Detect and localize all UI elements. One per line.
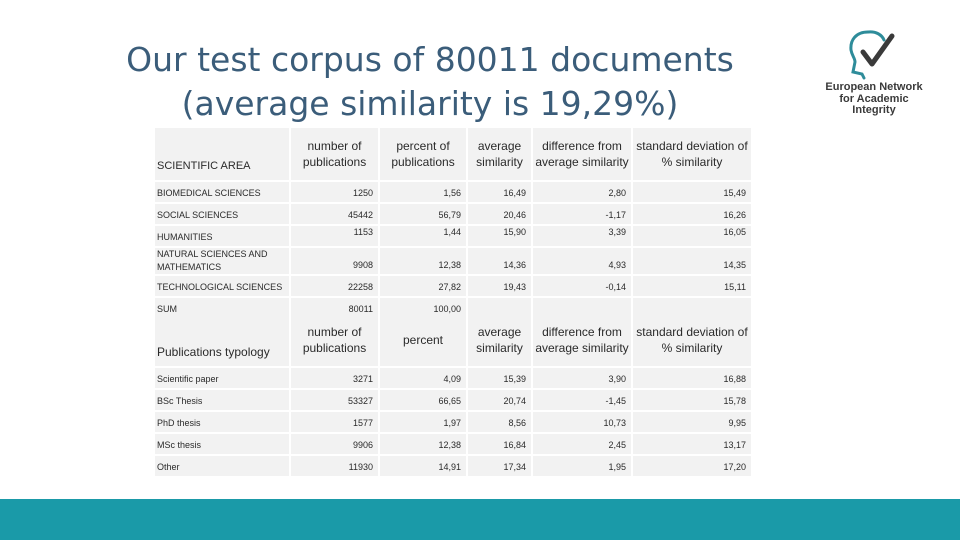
cell-percent: 1,44	[380, 226, 468, 248]
row-label: TECHNOLOGICAL SCIENCES	[155, 276, 291, 298]
cell-difference: 4,93	[533, 248, 633, 276]
cell-std-dev: 15,78	[633, 390, 753, 412]
header-number-publications: number of publications	[291, 128, 380, 182]
cell-std-dev: 15,49	[633, 182, 753, 204]
table-row	[155, 226, 753, 248]
footer-bar	[0, 499, 960, 540]
logo-line-2: for Academic	[839, 92, 909, 105]
table-row	[155, 434, 753, 456]
title-line-2: (average similarity is 19,29%)	[181, 84, 679, 123]
cell-std-dev: 15,11	[633, 276, 753, 298]
table-row	[155, 182, 753, 204]
table-header-row	[155, 314, 753, 368]
table-row	[155, 276, 753, 298]
table-row	[155, 368, 753, 390]
table-row	[155, 456, 753, 478]
row-label: HUMANITIES	[155, 226, 291, 248]
cell-average: 17,34	[468, 456, 533, 478]
cell-percent: 14,91	[380, 456, 468, 478]
cell-percent: 12,38	[380, 248, 468, 276]
cell-difference: -1,17	[533, 204, 633, 226]
cell-std-dev: 16,05	[633, 226, 753, 248]
logo-line-3: Integrity	[852, 104, 896, 116]
header-difference: difference from average similarity	[533, 128, 633, 182]
cell-number: 11930	[291, 456, 380, 478]
title-line-1: Our test corpus of 80011 documents	[126, 40, 734, 79]
cell-difference: -1,45	[533, 390, 633, 412]
scientific-area-table	[155, 128, 753, 320]
cell-average: 14,36	[468, 248, 533, 276]
header-number-publications: number of publications	[291, 314, 380, 368]
header-difference: difference from average similarity	[533, 314, 633, 368]
cell-average: 20,74	[468, 390, 533, 412]
row-label: BIOMEDICAL SCIENCES	[155, 182, 291, 204]
cell-number: 80011	[291, 298, 380, 320]
cell-difference: 3,90	[533, 368, 633, 390]
table-row	[155, 412, 753, 434]
row-label: BSc Thesis	[155, 390, 291, 412]
slide-title	[90, 38, 770, 126]
table-row	[155, 390, 753, 412]
cell-average: 16,84	[468, 434, 533, 456]
cell-std-dev: 16,26	[633, 204, 753, 226]
cell-percent: 56,79	[380, 204, 468, 226]
cell-number: 3271	[291, 368, 380, 390]
row-label: SUM	[155, 298, 291, 320]
publication-typology-table	[155, 314, 753, 478]
row-label: SOCIAL SCIENCES	[155, 204, 291, 226]
cell-average: 19,43	[468, 276, 533, 298]
logo-text	[818, 82, 930, 117]
table-header-row	[155, 128, 753, 182]
cell-average: 8,56	[468, 412, 533, 434]
row-label: NATURAL SCIENCES AND MATHEMATICS	[155, 248, 291, 276]
cell-number: 45442	[291, 204, 380, 226]
enai-logo	[818, 28, 930, 120]
row-label: MSc thesis	[155, 434, 291, 456]
cell-std-dev: 13,17	[633, 434, 753, 456]
cell-percent: 12,38	[380, 434, 468, 456]
cell-difference: 1,95	[533, 456, 633, 478]
table-row	[155, 204, 753, 226]
cell-number: 9906	[291, 434, 380, 456]
cell-average: 16,49	[468, 182, 533, 204]
cell-percent: 100,00	[380, 298, 468, 320]
cell-difference: 2,80	[533, 182, 633, 204]
header-average-similarity: average similarity	[468, 314, 533, 368]
cell-std-dev: 14,35	[633, 248, 753, 276]
row-label: PhD thesis	[155, 412, 291, 434]
header-average-similarity: average similarity	[468, 128, 533, 182]
header-percent-publications: percent of publications	[380, 128, 468, 182]
header-scientific-area: SCIENTIFIC AREA	[155, 128, 291, 182]
cell-difference: 3,39	[533, 226, 633, 248]
cell-difference: 10,73	[533, 412, 633, 434]
cell-std-dev: 17,20	[633, 456, 753, 478]
cell-percent: 27,82	[380, 276, 468, 298]
cell-number: 22258	[291, 276, 380, 298]
cell-average: 15,39	[468, 368, 533, 390]
cell-average: 20,46	[468, 204, 533, 226]
cell-difference: 2,45	[533, 434, 633, 456]
row-label: Scientific paper	[155, 368, 291, 390]
header-std-dev: standard deviation of % similarity	[633, 128, 753, 182]
logo-line-1: European Network	[825, 81, 923, 93]
cell-difference: -0,14	[533, 276, 633, 298]
cell-percent: 1,56	[380, 182, 468, 204]
cell-number: 53327	[291, 390, 380, 412]
cell-number: 1577	[291, 412, 380, 434]
head-checkmark-icon	[846, 28, 902, 80]
table-row	[155, 248, 753, 276]
cell-std-dev: 16,88	[633, 368, 753, 390]
header-publications-typology: Publications typology	[155, 314, 291, 368]
cell-number: 1250	[291, 182, 380, 204]
cell-std-dev: 9,95	[633, 412, 753, 434]
header-std-dev: standard deviation of % similarity	[633, 314, 753, 368]
cell-number: 1153	[291, 226, 380, 248]
cell-average: 15,90	[468, 226, 533, 248]
cell-number: 9908	[291, 248, 380, 276]
cell-percent: 4,09	[380, 368, 468, 390]
cell-percent: 1,97	[380, 412, 468, 434]
row-label: Other	[155, 456, 291, 478]
cell-percent: 66,65	[380, 390, 468, 412]
header-percent: percent	[380, 314, 468, 368]
